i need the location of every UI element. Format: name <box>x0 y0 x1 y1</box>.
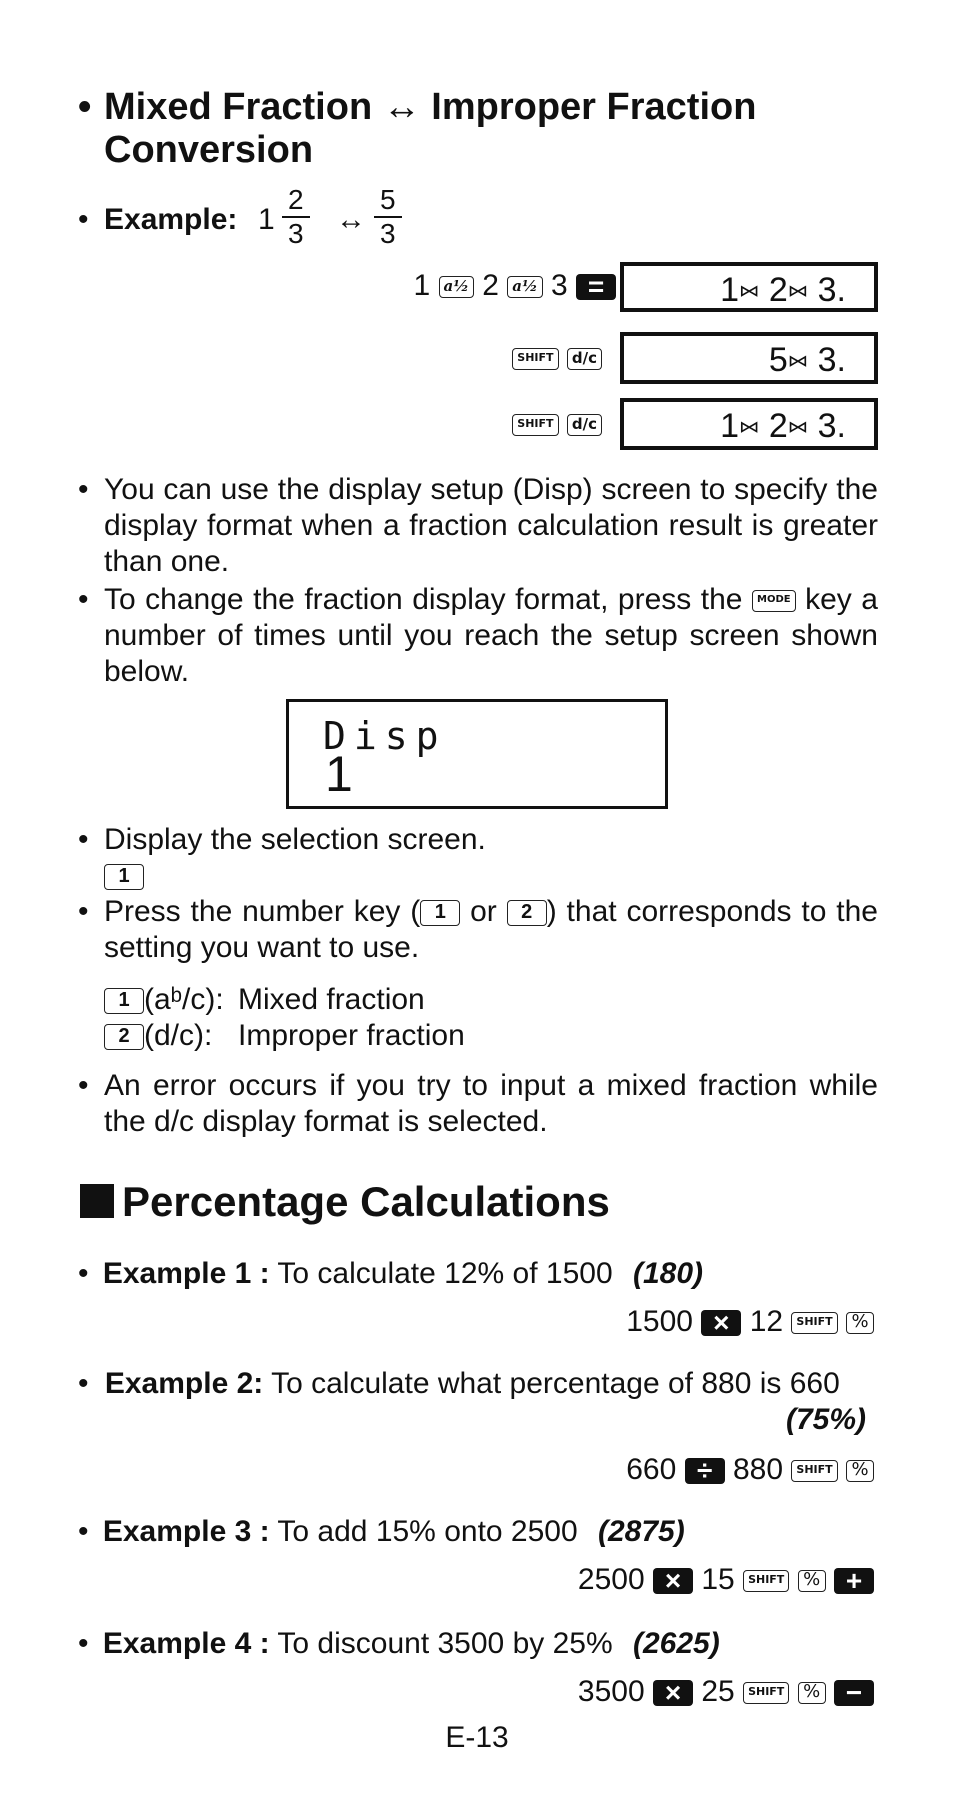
shift-key[interactable]: SHIFT <box>512 414 558 436</box>
shift-key[interactable]: SHIFT <box>791 1460 837 1482</box>
bullet-marker: • <box>78 203 89 236</box>
lcd-setup-screen <box>286 699 668 809</box>
paragraph-text: Display the selection screen. <box>104 823 486 856</box>
digit-3: 3 <box>550 269 568 302</box>
section-heading-fraction-conversion <box>78 86 898 172</box>
display-value: 1⑅ 2⑅ 3. <box>720 271 846 309</box>
paragraph-text: Press the number key ( <box>104 895 421 928</box>
example-2-answer: (75%) <box>785 1403 866 1436</box>
key-sequence-2 <box>512 340 602 376</box>
multiply-key[interactable]: × <box>653 1680 693 1706</box>
example-text: To add 15% onto 2500 <box>277 1515 578 1548</box>
paragraph-disp-setup <box>78 472 878 580</box>
fraction-denominator: 3 <box>288 218 304 249</box>
example-label: Example 4 : <box>102 1627 270 1660</box>
dc-key[interactable]: d/c <box>567 348 602 370</box>
example-answer: (2625) <box>632 1627 720 1660</box>
heading-line-2: Conversion <box>104 129 314 171</box>
operand: 1500 <box>626 1305 693 1338</box>
bullet-marker: • <box>78 895 89 928</box>
arrow-symbol: ↔ <box>336 203 366 236</box>
key-1[interactable]: 1 <box>420 900 460 926</box>
operand: 25 <box>701 1675 735 1708</box>
example-3-line <box>78 1514 685 1550</box>
display-result-1 <box>620 262 878 312</box>
bullet-marker: • <box>78 1515 89 1548</box>
display-result-3 <box>620 398 878 450</box>
paragraph-text: key a number of times until you reach the setup screen shown below. <box>104 583 878 688</box>
paragraph-text: An error occurs if you try to input a mixed fraction while the d/c display format is selected. <box>104 1069 878 1138</box>
paragraph-text: ) that corresponds to the setting you want to use. <box>104 895 878 964</box>
example-answer: (2875) <box>598 1515 685 1548</box>
bullet-marker: • <box>78 1069 89 1102</box>
example-4-line <box>78 1626 720 1662</box>
example-2-line <box>78 1366 840 1402</box>
paragraph-press-number-key <box>78 894 878 966</box>
digit-1: 1 <box>413 269 431 302</box>
plus-key[interactable]: + <box>834 1568 874 1594</box>
heading-bullet: • <box>78 86 92 128</box>
paragraph-text: To change the fraction display format, press the <box>104 583 743 616</box>
percent-key[interactable]: % <box>846 1312 874 1334</box>
paragraph-text: or <box>470 895 497 928</box>
example-text: To calculate 12% of 1500 <box>277 1257 613 1290</box>
divide-key[interactable]: ÷ <box>685 1458 725 1484</box>
lcd-line-2: 1 <box>325 746 353 802</box>
percent-key[interactable]: % <box>846 1460 874 1482</box>
bullet-marker: • <box>78 823 89 856</box>
fraction-two-thirds <box>282 184 310 250</box>
paragraph-change-format <box>78 582 878 690</box>
fraction-numerator: 2 <box>282 184 310 218</box>
bullet-marker: • <box>78 1367 89 1400</box>
shift-key[interactable]: SHIFT <box>791 1312 837 1334</box>
operand: 12 <box>749 1305 784 1338</box>
example-4-keys <box>578 1674 874 1710</box>
example-label: Example 1 : <box>102 1257 270 1290</box>
display-value: 1⑅ 2⑅ 3. <box>720 407 846 445</box>
example-whole: 1 <box>258 203 275 236</box>
percent-key[interactable]: % <box>798 1682 826 1704</box>
paragraph-error-note <box>78 1068 878 1140</box>
operand: 15 <box>701 1563 735 1596</box>
mode-key[interactable]: MODE <box>752 590 796 612</box>
page-number: E-13 <box>445 1721 509 1754</box>
shift-key[interactable]: SHIFT <box>512 348 558 370</box>
paragraph-text: You can use the display setup (Disp) screen to specify the display format when a fraction calculation result is greater than one. <box>104 473 878 578</box>
shift-key[interactable]: SHIFT <box>743 1682 789 1704</box>
option-mixed-fraction <box>104 982 425 1018</box>
paragraph-display-selection <box>78 822 878 894</box>
option-label: Improper fraction <box>238 1019 465 1052</box>
fraction-key[interactable]: a½ <box>507 276 542 298</box>
shift-key[interactable]: SHIFT <box>743 1570 789 1592</box>
example-3-keys <box>578 1562 874 1598</box>
option-label: Mixed fraction <box>238 983 425 1016</box>
bullet-marker: • <box>78 583 89 616</box>
fraction-key[interactable]: a½ <box>439 276 474 298</box>
option-code: (d/c): <box>144 1019 213 1052</box>
key-1[interactable]: 1 <box>104 988 144 1014</box>
operand: 880 <box>733 1453 784 1486</box>
example-label: Example 3 : <box>102 1515 270 1548</box>
heading-text: Percentage Calculations <box>122 1178 610 1225</box>
operand: 3500 <box>577 1675 645 1708</box>
fraction-numerator: 5 <box>374 184 402 218</box>
bullet-marker: • <box>78 1257 89 1290</box>
equals-key[interactable]: = <box>576 274 616 300</box>
example-line <box>78 184 578 264</box>
digit-2: 2 <box>482 269 499 302</box>
key-sequence-1 <box>413 268 616 304</box>
option-improper-fraction <box>104 1018 465 1054</box>
multiply-key[interactable]: × <box>653 1568 693 1594</box>
example-1-keys <box>626 1304 874 1340</box>
fraction-five-thirds <box>374 184 402 250</box>
option-code: (aᵇ/c): <box>144 983 224 1016</box>
dc-key[interactable]: d/c <box>567 414 602 436</box>
multiply-key[interactable]: × <box>701 1310 741 1336</box>
operand: 2500 <box>577 1563 645 1596</box>
example-text: To discount 3500 by 25% <box>277 1627 613 1660</box>
example-label: Example: <box>104 203 238 236</box>
lcd-line-1: Disp <box>323 714 447 758</box>
example-text: To calculate what percentage of 880 is 660 <box>271 1367 840 1400</box>
key-2[interactable]: 2 <box>507 900 547 926</box>
example-answer: (180) <box>632 1257 704 1290</box>
display-value: 5⑅ 3. <box>768 341 846 379</box>
key-sequence-3 <box>512 406 602 442</box>
section-heading-percentage <box>80 1178 610 1226</box>
key-2[interactable]: 2 <box>104 1024 144 1050</box>
bullet-marker: • <box>78 1627 89 1660</box>
operand: 660 <box>626 1453 677 1486</box>
example-label: Example 2: <box>104 1367 264 1400</box>
fraction-denominator: 3 <box>380 218 396 249</box>
key-1[interactable]: 1 <box>104 864 144 890</box>
example-2-keys <box>626 1452 874 1488</box>
example-1-line <box>78 1256 703 1292</box>
bullet-marker: • <box>78 473 89 506</box>
minus-key[interactable]: − <box>834 1680 874 1706</box>
heading-line-1: Mixed Fraction ↔ Improper Fraction <box>104 86 757 128</box>
percent-key[interactable]: % <box>798 1570 826 1592</box>
square-bullet-icon <box>80 1184 114 1218</box>
display-result-2 <box>620 332 878 384</box>
